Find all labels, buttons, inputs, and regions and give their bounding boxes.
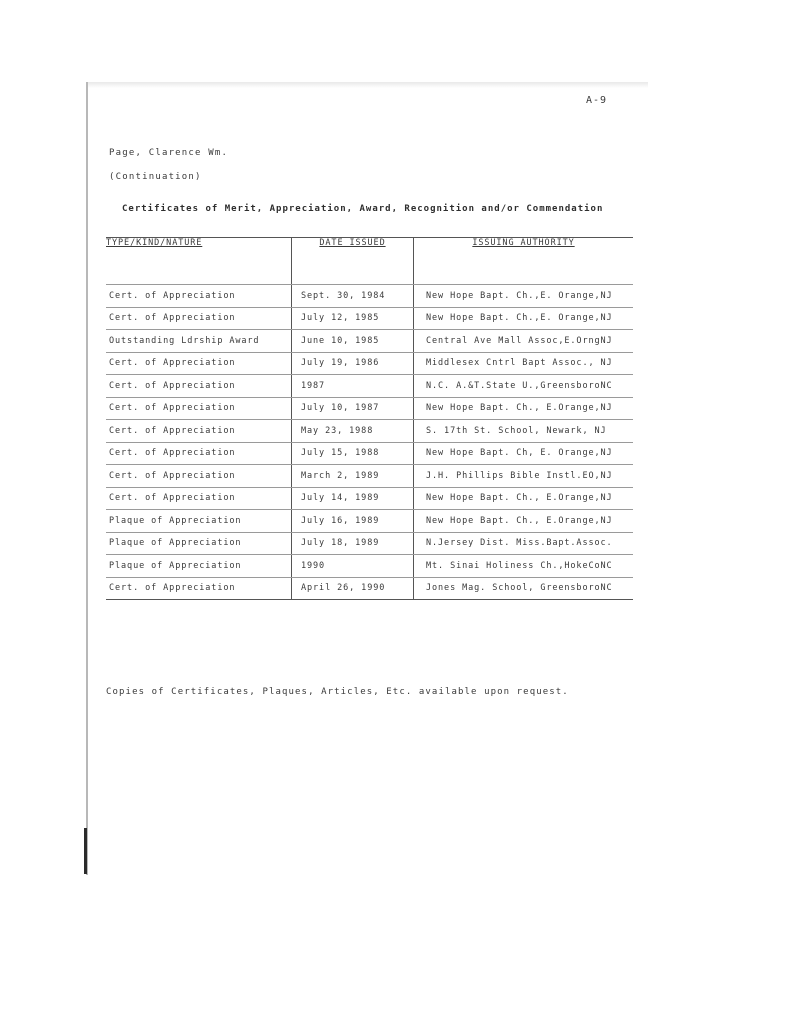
- cell-date: Sept. 30, 1984: [292, 285, 414, 308]
- column-header-type: TYPE/KIND/NATURE: [106, 238, 292, 261]
- scan-top-shadow: [88, 82, 648, 88]
- cell-authority: New Hope Bapt. Ch, E. Orange,NJ: [414, 442, 634, 465]
- cell-date: July 14, 1989: [292, 487, 414, 510]
- cell-authority: New Hope Bapt. Ch., E.Orange,NJ: [414, 487, 634, 510]
- table-row: [106, 307, 633, 330]
- table-row: [106, 375, 633, 398]
- column-header-authority: ISSUING AUTHORITY: [414, 238, 634, 261]
- cell-date: March 2, 1989: [292, 465, 414, 488]
- table-row: [106, 577, 633, 600]
- footer-note: Copies of Certificates, Plaques, Articles, Etc. available upon request.: [106, 687, 569, 697]
- cell-type: Cert. of Appreciation: [106, 307, 292, 330]
- cell-type: Cert. of Appreciation: [106, 577, 292, 600]
- cell-date: 1987: [292, 375, 414, 398]
- cell-type: Plaque of Appreciation: [106, 555, 292, 578]
- cell-date: April 26, 1990: [292, 577, 414, 600]
- cell-type: Outstanding Ldrship Award: [106, 330, 292, 353]
- cell-authority: Central Ave Mall Assoc,E.OrngNJ: [414, 330, 634, 353]
- cell-authority: New Hope Bapt. Ch.,E. Orange,NJ: [414, 307, 634, 330]
- cell-type: Cert. of Appreciation: [106, 375, 292, 398]
- table-body: [106, 260, 633, 600]
- cell-date: July 19, 1986: [292, 352, 414, 375]
- scan-binding-mark: [84, 828, 87, 874]
- cell-date: July 16, 1989: [292, 510, 414, 533]
- table-row: [106, 397, 633, 420]
- certificates-table: [106, 237, 633, 600]
- table-row: [106, 532, 633, 555]
- cell-authority: S. 17th St. School, Newark, NJ: [414, 420, 634, 443]
- cell-type: Cert. of Appreciation: [106, 397, 292, 420]
- cell-date: June 10, 1985: [292, 330, 414, 353]
- cell-authority: New Hope Bapt. Ch., E.Orange,NJ: [414, 397, 634, 420]
- cell-type: Cert. of Appreciation: [106, 285, 292, 308]
- cell-type: Cert. of Appreciation: [106, 487, 292, 510]
- cell-date: July 10, 1987: [292, 397, 414, 420]
- table-row: [106, 487, 633, 510]
- cell-authority: New Hope Bapt. Ch.,E. Orange,NJ: [414, 285, 634, 308]
- table-row: [106, 352, 633, 375]
- cell-type: Plaque of Appreciation: [106, 532, 292, 555]
- scan-left-edge: [86, 82, 88, 875]
- cell-type: Cert. of Appreciation: [106, 420, 292, 443]
- table-row: [106, 420, 633, 443]
- cell-type: Cert. of Appreciation: [106, 442, 292, 465]
- table-row: [106, 510, 633, 533]
- cell-type: Cert. of Appreciation: [106, 465, 292, 488]
- table-row: [106, 555, 633, 578]
- cell-authority: N.C. A.&T.State U.,GreensboroNC: [414, 375, 634, 398]
- cell-authority: Mt. Sinai Holiness Ch.,HokeCoNC: [414, 555, 634, 578]
- cell-authority: J.H. Phillips Bible Instl.EO,NJ: [414, 465, 634, 488]
- cell-authority: New Hope Bapt. Ch., E.Orange,NJ: [414, 510, 634, 533]
- page-number: A-9: [586, 95, 608, 106]
- table-row: [106, 442, 633, 465]
- table-row: [106, 330, 633, 353]
- cell-authority: N.Jersey Dist. Miss.Bapt.Assoc.: [414, 532, 634, 555]
- cell-type: Cert. of Appreciation: [106, 352, 292, 375]
- cell-date: July 18, 1989: [292, 532, 414, 555]
- person-name: Page, Clarence Wm.: [109, 148, 229, 158]
- table-row: [106, 465, 633, 488]
- continuation-label: (Continuation): [109, 172, 202, 182]
- table-spacer-row: [106, 260, 633, 285]
- cell-date: July 15, 1988: [292, 442, 414, 465]
- cell-date: 1990: [292, 555, 414, 578]
- cell-authority: Middlesex Cntrl Bapt Assoc., NJ: [414, 352, 634, 375]
- section-heading: Certificates of Merit, Appreciation, Award, Recognition and/or Commendation: [122, 204, 604, 214]
- cell-date: July 12, 1985: [292, 307, 414, 330]
- table-header-row: [106, 238, 633, 261]
- cell-authority: Jones Mag. School, GreensboroNC: [414, 577, 634, 600]
- cell-type: Plaque of Appreciation: [106, 510, 292, 533]
- cell-date: May 23, 1988: [292, 420, 414, 443]
- column-header-date: DATE ISSUED: [292, 238, 414, 261]
- table-row: [106, 285, 633, 308]
